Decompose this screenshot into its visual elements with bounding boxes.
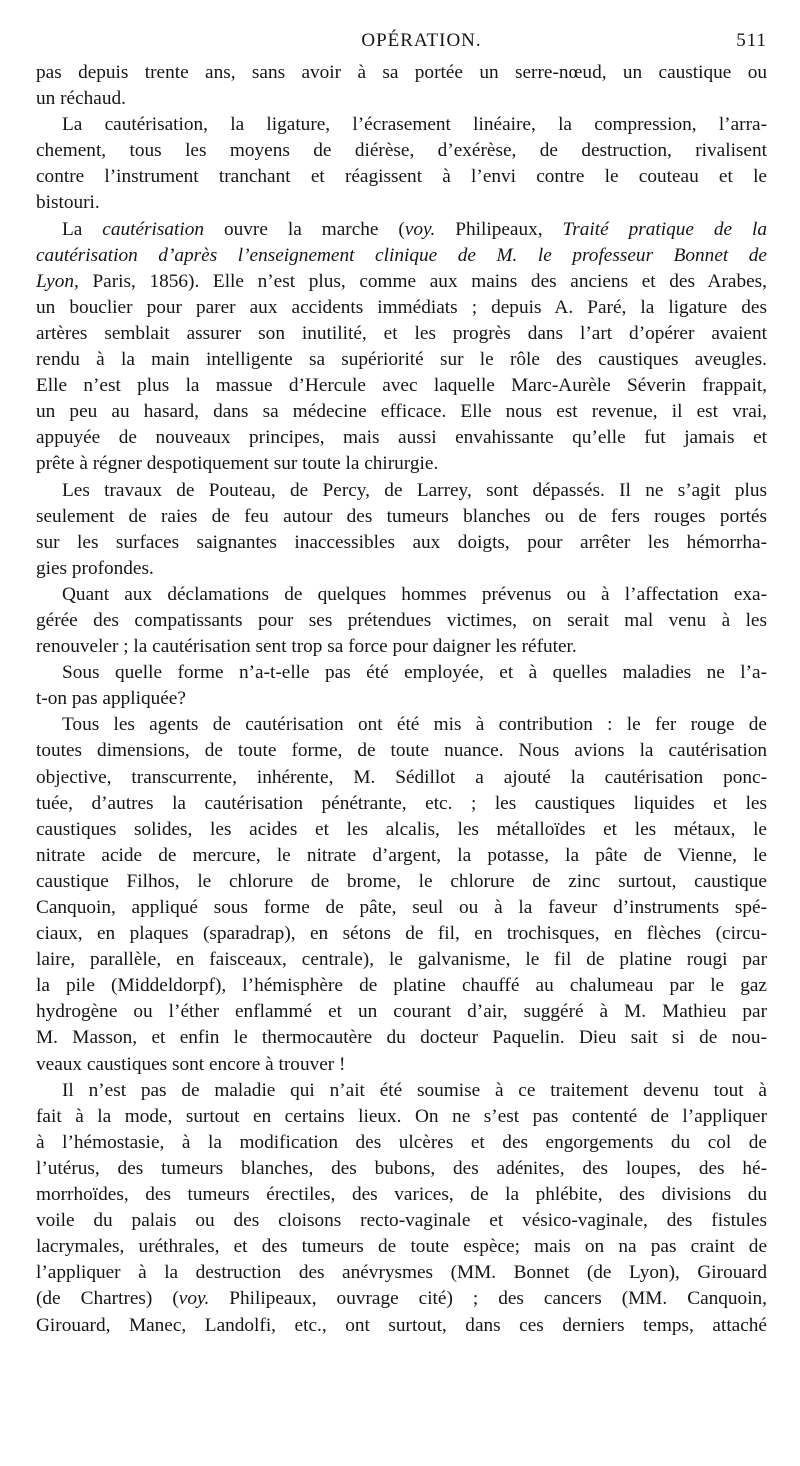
text-line: Girouard, Manec, Landolfi, etc., ont surtout, dans ces derniers temps, attaché <box>36 1314 767 1336</box>
text-line: M. Masson, et enfin le thermocautère du docteur Paquelin. Dieu sait si de nou- <box>36 1027 767 1049</box>
text-line: Canquoin, appliqué sous forme de pâte, seul ou à la faveur d’instruments spé- <box>36 897 767 918</box>
text-line: un réchaud. <box>36 88 126 110</box>
text-line: la pile (Middeldorpf), l’hémisphère de platine chauffé au chalumeau par le gaz <box>36 975 767 997</box>
text-line: appuyée de nouveaux principes, mais aussi envahissante qu’elle fut jamais et <box>36 427 767 449</box>
italic-place: Lyon, <box>36 270 79 292</box>
paragraph <box>36 112 767 216</box>
text-line: Elle n’est plus la massue d’Hercule avec laquelle Marc-Aurèle Séverin frappait, <box>36 375 767 397</box>
text-line: tuée, d’autres la cautérisation pénétrante, etc. ; les caustiques liquides et les <box>36 792 767 814</box>
text-line: nitrate acide de mercure, le nitrate d’argent, la potasse, la pâte de Vienne, le <box>36 844 767 866</box>
text-run: Philipeaux, <box>435 218 563 240</box>
text-line: contre l’instrument tranchant et réagissent à l’envi contre le couteau et le <box>36 166 767 188</box>
text-run: La <box>62 218 103 240</box>
paragraph <box>36 1078 767 1339</box>
paragraph <box>36 712 767 1077</box>
page-number: 511 <box>736 30 767 51</box>
text-line: seulement de raies de feu autour des tumeurs blanches ou de fers rouges portés <box>36 505 767 527</box>
paragraph <box>36 478 767 582</box>
text-line: gérée des compatissants pour ses prétendues victimes, on serait mal venu à les <box>36 609 767 631</box>
text-line: morrhoïdes, des tumeurs érectiles, des varices, de la phlébite, des divisions du <box>36 1184 767 1206</box>
italic-book-title-line: cautérisation d’après l’enseignement clinique de M. le professeur Bonnet de <box>36 244 767 266</box>
paragraph <box>36 217 767 478</box>
text-line: t-on pas appliquée? <box>36 688 186 710</box>
text-line: veaux caustiques sont encore à trouver ! <box>36 1053 346 1075</box>
paragraph <box>36 60 767 112</box>
paragraph <box>36 582 767 660</box>
text-line: Quant aux déclamations de quelques hommes prévenus ou à l’affectation exa- <box>62 583 767 605</box>
text-line: Les travaux de Pouteau, de Percy, de Larrey, sont dépassés. Il ne s’agit plus <box>62 479 767 501</box>
text-line: Sous quelle forme n’a-t-elle pas été employée, et à quelles maladies ne l’a- <box>62 662 767 684</box>
text-line: renouveler ; la cautérisation sent trop sa force pour daigner les réfuter. <box>36 636 577 658</box>
text-line: voile du palais ou des cloisons recto-vaginale et vésico-vaginale, des fistules <box>36 1210 767 1232</box>
text-line: toutes dimensions, de toute forme, de toute nuance. Nous avions la cautérisation <box>36 740 767 762</box>
text-line: Il n’est pas de maladie qui n’ait été soumise à ce traitement devenu tout à <box>62 1079 767 1101</box>
text-line: sur les surfaces saignantes inaccessibles aux doigts, pour arrêter les hémorrha- <box>36 531 767 553</box>
text-line: fait à la mode, surtout en certains lieux. On ne s’est pas contenté de l’appliquer <box>36 1105 767 1127</box>
text-line: lacrymales, uréthrales, et des tumeurs de toute espèce; mais on na pas craint de <box>36 1236 767 1258</box>
book-page <box>36 30 767 1339</box>
text-line: gies profondes. <box>36 557 154 579</box>
text-run: Philipeaux, ouvrage cité) ; des cancers (MM. Canquoin, <box>209 1288 768 1310</box>
text-line: rendu à la main intelligente sa supériorité sur le rôle des caustiques aveugles. <box>36 349 767 371</box>
text-run: Paris, 1856). Elle n’est plus, comme aux mains des anciens et des Arabes, <box>78 270 767 292</box>
text-line: pas depuis trente ans, sans avoir à sa portée un serre-nœud, un caustique ou <box>36 62 767 83</box>
running-header <box>36 30 767 60</box>
italic-term: cautérisation <box>102 218 205 240</box>
text-run: ouvre la marche ( <box>204 218 405 240</box>
running-title: OPÉRATION. <box>361 30 482 51</box>
text-line <box>36 269 767 295</box>
paragraph <box>36 660 767 712</box>
text-line <box>36 217 767 243</box>
text-line: laire, parallèle, en faisceaux, centrale), le galvanisme, le fil de platine rougi par <box>36 949 767 971</box>
italic-book-title: Traité pratique de la <box>562 218 768 240</box>
text-line: prête à régner despotiquement sur toute la chirurgie. <box>36 453 439 475</box>
text-line: à l’hémostasie, à la modification des ulcères et des engorgements du col de <box>36 1131 767 1153</box>
text-line: chement, tous les moyens de diérèse, d’exérèse, de destruction, rivalisent <box>36 140 767 162</box>
text-line: l’utérus, des tumeurs blanches, des bubons, des adénites, des loupes, des hé- <box>36 1157 767 1179</box>
text-line: Tous les agents de cautérisation ont été mis à contribution : le fer rouge de <box>62 714 767 736</box>
text-line: bistouri. <box>36 192 100 214</box>
page-body <box>36 60 767 1339</box>
text-line: ciaux, en plaques (sparadrap), en sétons de fil, en trochisques, en flèches (circu- <box>36 923 767 945</box>
italic-voy: voy. <box>178 1288 210 1310</box>
text-line: objective, transcurrente, inhérente, M. Sédillot a ajouté la cautérisation ponc- <box>36 766 767 788</box>
text-line: artères semblait assurer son inutilité, et les progrès dans l’art d’opérer avaient <box>36 322 767 344</box>
text-line <box>36 1286 767 1312</box>
italic-voy: voy. <box>404 218 436 240</box>
text-line: caustique Filhos, le chlorure de brome, le chlorure de zinc surtout, caustique <box>36 870 767 892</box>
text-line: un bouclier pour parer aux accidents immédiats ; depuis A. Paré, la ligature des <box>36 296 767 318</box>
text-run: (de Chartres) ( <box>36 1288 179 1310</box>
text-line: La cautérisation, la ligature, l’écrasement linéaire, la compression, l’arra- <box>62 114 767 136</box>
text-line: un peu au hasard, dans sa médecine efficace. Elle nous est revenue, il est vrai, <box>36 401 767 423</box>
text-line: hydrogène ou l’éther enflammé et un courant d’air, suggéré à M. Mathieu par <box>36 1001 767 1023</box>
text-line: caustiques solides, les acides et les alcalis, les métalloïdes et les métaux, le <box>36 818 767 840</box>
text-line: l’appliquer à la destruction des anévrysmes (MM. Bonnet (de Lyon), Girouard <box>36 1262 767 1284</box>
